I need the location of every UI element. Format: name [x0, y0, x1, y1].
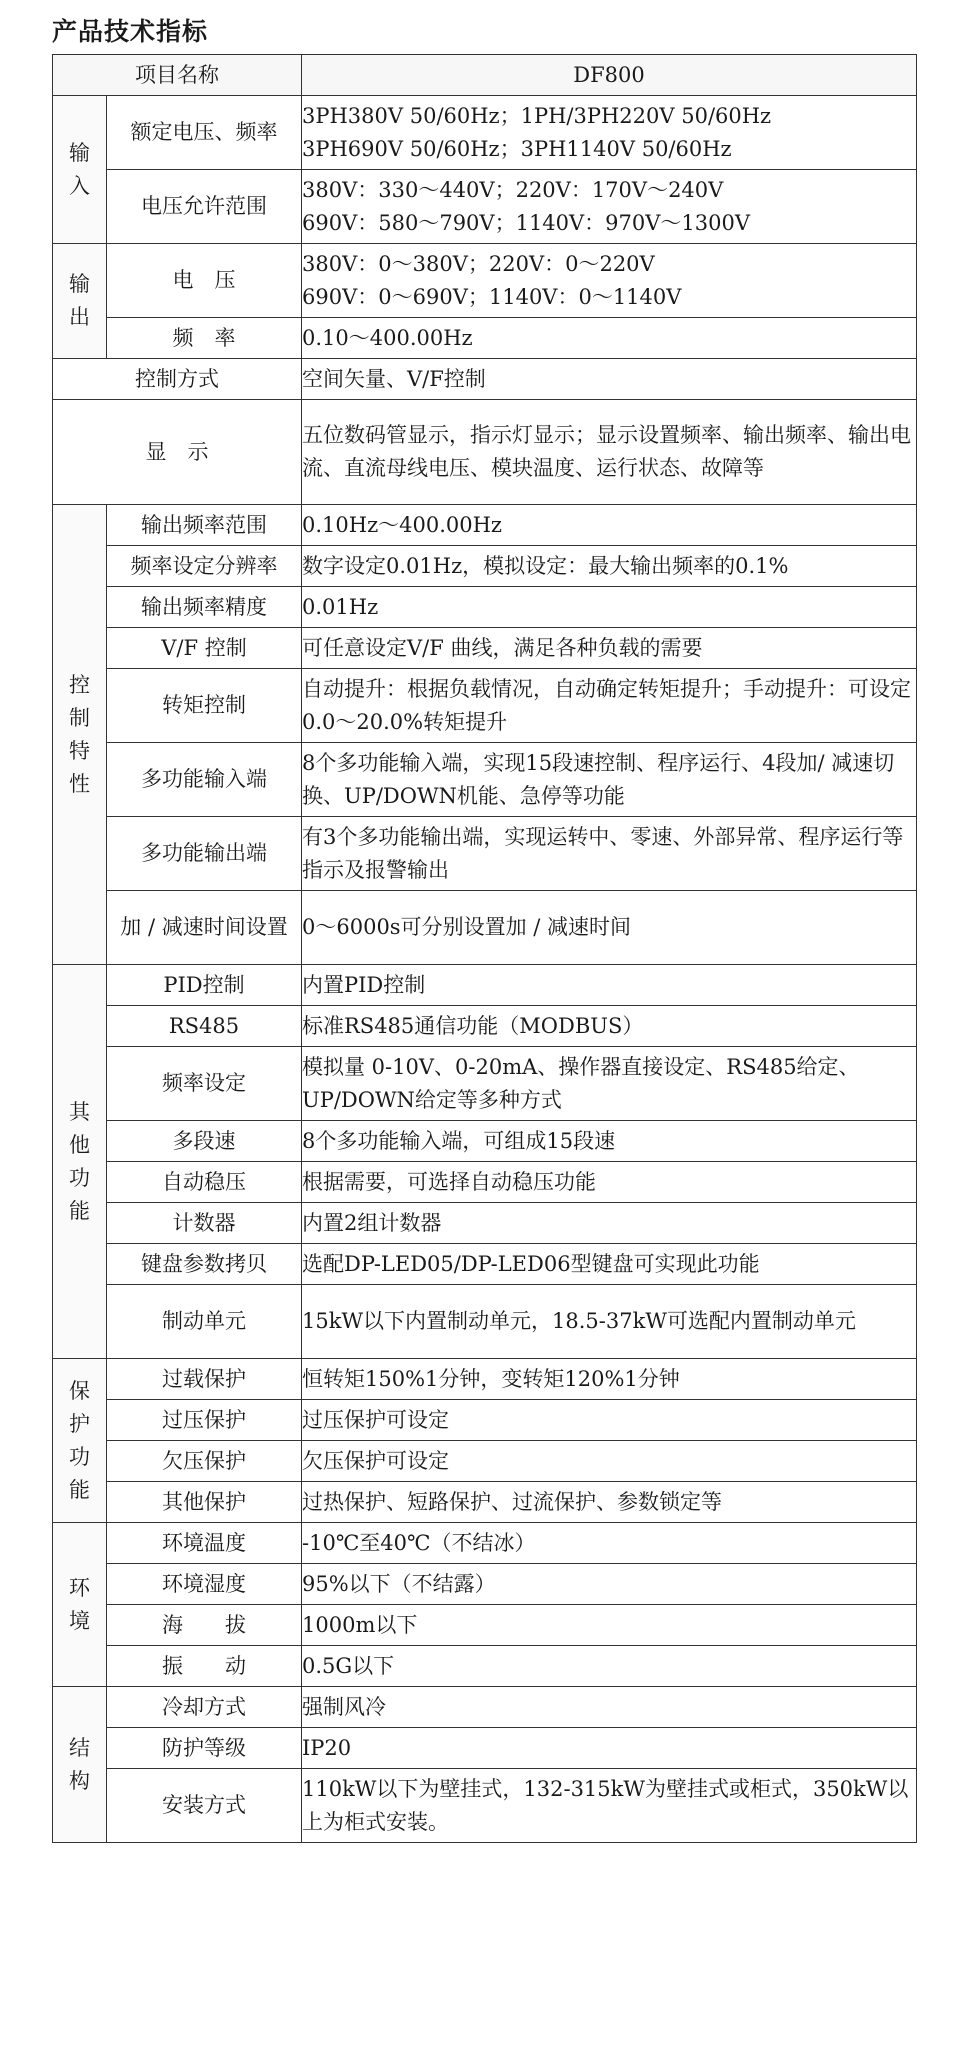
- value-line: 690V：0～690V；1140V：0～1140V: [302, 284, 682, 309]
- table-row: [53, 1687, 917, 1728]
- category-input: 输入: [53, 96, 107, 244]
- row-value: 0.10～400.00Hz: [302, 318, 917, 359]
- row-value: 过热保护、短路保护、过流保护、参数锁定等: [302, 1482, 917, 1523]
- row-label: 频率设定分辨率: [107, 546, 302, 587]
- row-value: 0～6000s可分别设置加 / 减速时间: [302, 891, 917, 965]
- row-value: 0.10Hz～400.00Hz: [302, 505, 917, 546]
- row-label: 多段速: [107, 1121, 302, 1162]
- table-row: [53, 669, 917, 743]
- value-line: 3PH380V 50/60Hz；1PH/3PH220V 50/60Hz: [302, 103, 772, 128]
- row-value: 95%以下（不结露）: [302, 1564, 917, 1605]
- table-row: [53, 891, 917, 965]
- row-value: 可任意设定V/F 曲线，满足各种负载的需要: [302, 628, 917, 669]
- row-label: 欠压保护: [107, 1441, 302, 1482]
- row-label: 制动单元: [107, 1285, 302, 1359]
- row-value: 标准RS485通信功能（MODBUS）: [302, 1006, 917, 1047]
- table-row: [53, 1162, 917, 1203]
- row-label: 键盘参数拷贝: [107, 1244, 302, 1285]
- row-value: 15kW以下内置制动单元，18.5-37kW可选配内置制动单元: [302, 1285, 917, 1359]
- table-row: [53, 743, 917, 817]
- table-row: [53, 359, 917, 400]
- table-row: [53, 1285, 917, 1359]
- row-label: 输出频率范围: [107, 505, 302, 546]
- row-value: 0.01Hz: [302, 587, 917, 628]
- row-value: 8个多功能输入端，实现15段速控制、程序运行、4段加/ 减速切换、UP/DOWN机能、急停等功能: [302, 743, 917, 817]
- row-value: 过压保护可设定: [302, 1400, 917, 1441]
- row-value: 强制风冷: [302, 1687, 917, 1728]
- row-label: 转矩控制: [107, 669, 302, 743]
- table-row: [53, 1523, 917, 1564]
- category-control-characteristics: 控制特性: [53, 505, 107, 965]
- value-line: 380V：330～440V；220V：170V～240V: [302, 177, 724, 202]
- table-row: [53, 96, 917, 170]
- row-value: 1000m以下: [302, 1605, 917, 1646]
- page-title: 产品技术指标: [52, 17, 209, 46]
- row-value: 8个多功能输入端，可组成15段速: [302, 1121, 917, 1162]
- table-row: [53, 1728, 917, 1769]
- row-label: 加 / 减速时间设置: [107, 891, 302, 965]
- value-line: 690V：580～790V；1140V：970V～1300V: [302, 210, 751, 235]
- row-value: 有3个多功能输出端，实现运转中、零速、外部异常、程序运行等指示及报警输出: [302, 817, 917, 891]
- row-label: 频率设定: [107, 1047, 302, 1121]
- table-header-row: [53, 55, 917, 96]
- table-row: [53, 587, 917, 628]
- row-label: 电压允许范围: [107, 170, 302, 244]
- table-row: [53, 1441, 917, 1482]
- row-value: -10℃至40℃（不结冰）: [302, 1523, 917, 1564]
- row-value: 空间矢量、V/F控制: [302, 359, 917, 400]
- row-value: [302, 96, 917, 170]
- row-value: [302, 170, 917, 244]
- row-label: 多功能输入端: [107, 743, 302, 817]
- row-value: 五位数码管显示，指示灯显示；显示设置频率、输出频率、输出电流、直流母线电压、模块温度、运行状态、故障等: [302, 400, 917, 505]
- table-row: [53, 1646, 917, 1687]
- header-item-name: 项目名称: [53, 55, 302, 96]
- row-label: 计数器: [107, 1203, 302, 1244]
- table-row: [53, 1564, 917, 1605]
- row-label: 海 拔: [107, 1605, 302, 1646]
- table-row: [53, 244, 917, 318]
- row-value: 选配DP-LED05/DP-LED06型键盘可实现此功能: [302, 1244, 917, 1285]
- row-value: 内置PID控制: [302, 965, 917, 1006]
- row-label: 过载保护: [107, 1359, 302, 1400]
- row-label: RS485: [107, 1006, 302, 1047]
- category-protection: 保护功能: [53, 1359, 107, 1523]
- value-line: 3PH690V 50/60Hz；3PH1140V 50/60Hz: [302, 136, 732, 161]
- table-row: [53, 1605, 917, 1646]
- table-row: [53, 1006, 917, 1047]
- row-label: 显 示: [53, 400, 302, 505]
- table-row: [53, 505, 917, 546]
- row-label: 多功能输出端: [107, 817, 302, 891]
- table-row: [53, 1047, 917, 1121]
- row-label: 环境湿度: [107, 1564, 302, 1605]
- row-value: 0.5G以下: [302, 1646, 917, 1687]
- table-row: [53, 546, 917, 587]
- row-label: 冷却方式: [107, 1687, 302, 1728]
- row-label: 电 压: [107, 244, 302, 318]
- category-environment: 环境: [53, 1523, 107, 1687]
- row-label: 输出频率精度: [107, 587, 302, 628]
- row-label: 环境温度: [107, 1523, 302, 1564]
- row-value: 110kW以下为壁挂式，132-315kW为壁挂式或柜式，350kW以上为柜式安装。: [302, 1769, 917, 1843]
- spec-table: [52, 54, 917, 1843]
- row-label: 控制方式: [53, 359, 302, 400]
- row-label: 其他保护: [107, 1482, 302, 1523]
- row-value: 欠压保护可设定: [302, 1441, 917, 1482]
- row-label: 频 率: [107, 318, 302, 359]
- category-other-functions: 其他功能: [53, 965, 107, 1359]
- row-value: 模拟量 0-10V、0-20mA、操作器直接设定、RS485给定、UP/DOWN给定等多种方式: [302, 1047, 917, 1121]
- row-value: IP20: [302, 1728, 917, 1769]
- table-row: [53, 1121, 917, 1162]
- table-row: [53, 170, 917, 244]
- row-value: [302, 244, 917, 318]
- header-model: DF800: [302, 55, 917, 96]
- table-row: [53, 1400, 917, 1441]
- row-value: 根据需要，可选择自动稳压功能: [302, 1162, 917, 1203]
- row-value: 恒转矩150%1分钟，变转矩120%1分钟: [302, 1359, 917, 1400]
- row-label: 过压保护: [107, 1400, 302, 1441]
- row-label: 振 动: [107, 1646, 302, 1687]
- table-row: [53, 817, 917, 891]
- table-row: [53, 1359, 917, 1400]
- value-line: 380V：0～380V；220V：0～220V: [302, 251, 655, 276]
- row-value: 内置2组计数器: [302, 1203, 917, 1244]
- table-row: [53, 628, 917, 669]
- table-row: [53, 400, 917, 505]
- row-value: 数字设定0.01Hz，模拟设定：最大输出频率的0.1%: [302, 546, 917, 587]
- row-label: PID控制: [107, 965, 302, 1006]
- category-output: 输出: [53, 244, 107, 359]
- row-label: 安装方式: [107, 1769, 302, 1843]
- category-structure: 结构: [53, 1687, 107, 1843]
- table-row: [53, 1482, 917, 1523]
- row-label: V/F 控制: [107, 628, 302, 669]
- table-row: [53, 965, 917, 1006]
- row-label: 自动稳压: [107, 1162, 302, 1203]
- row-label: 防护等级: [107, 1728, 302, 1769]
- row-label: 额定电压、频率: [107, 96, 302, 170]
- table-row: [53, 1769, 917, 1843]
- row-value: 自动提升：根据负载情况，自动确定转矩提升；手动提升：可设定0.0～20.0%转矩提升: [302, 669, 917, 743]
- table-row: [53, 1244, 917, 1285]
- table-row: [53, 318, 917, 359]
- table-row: [53, 1203, 917, 1244]
